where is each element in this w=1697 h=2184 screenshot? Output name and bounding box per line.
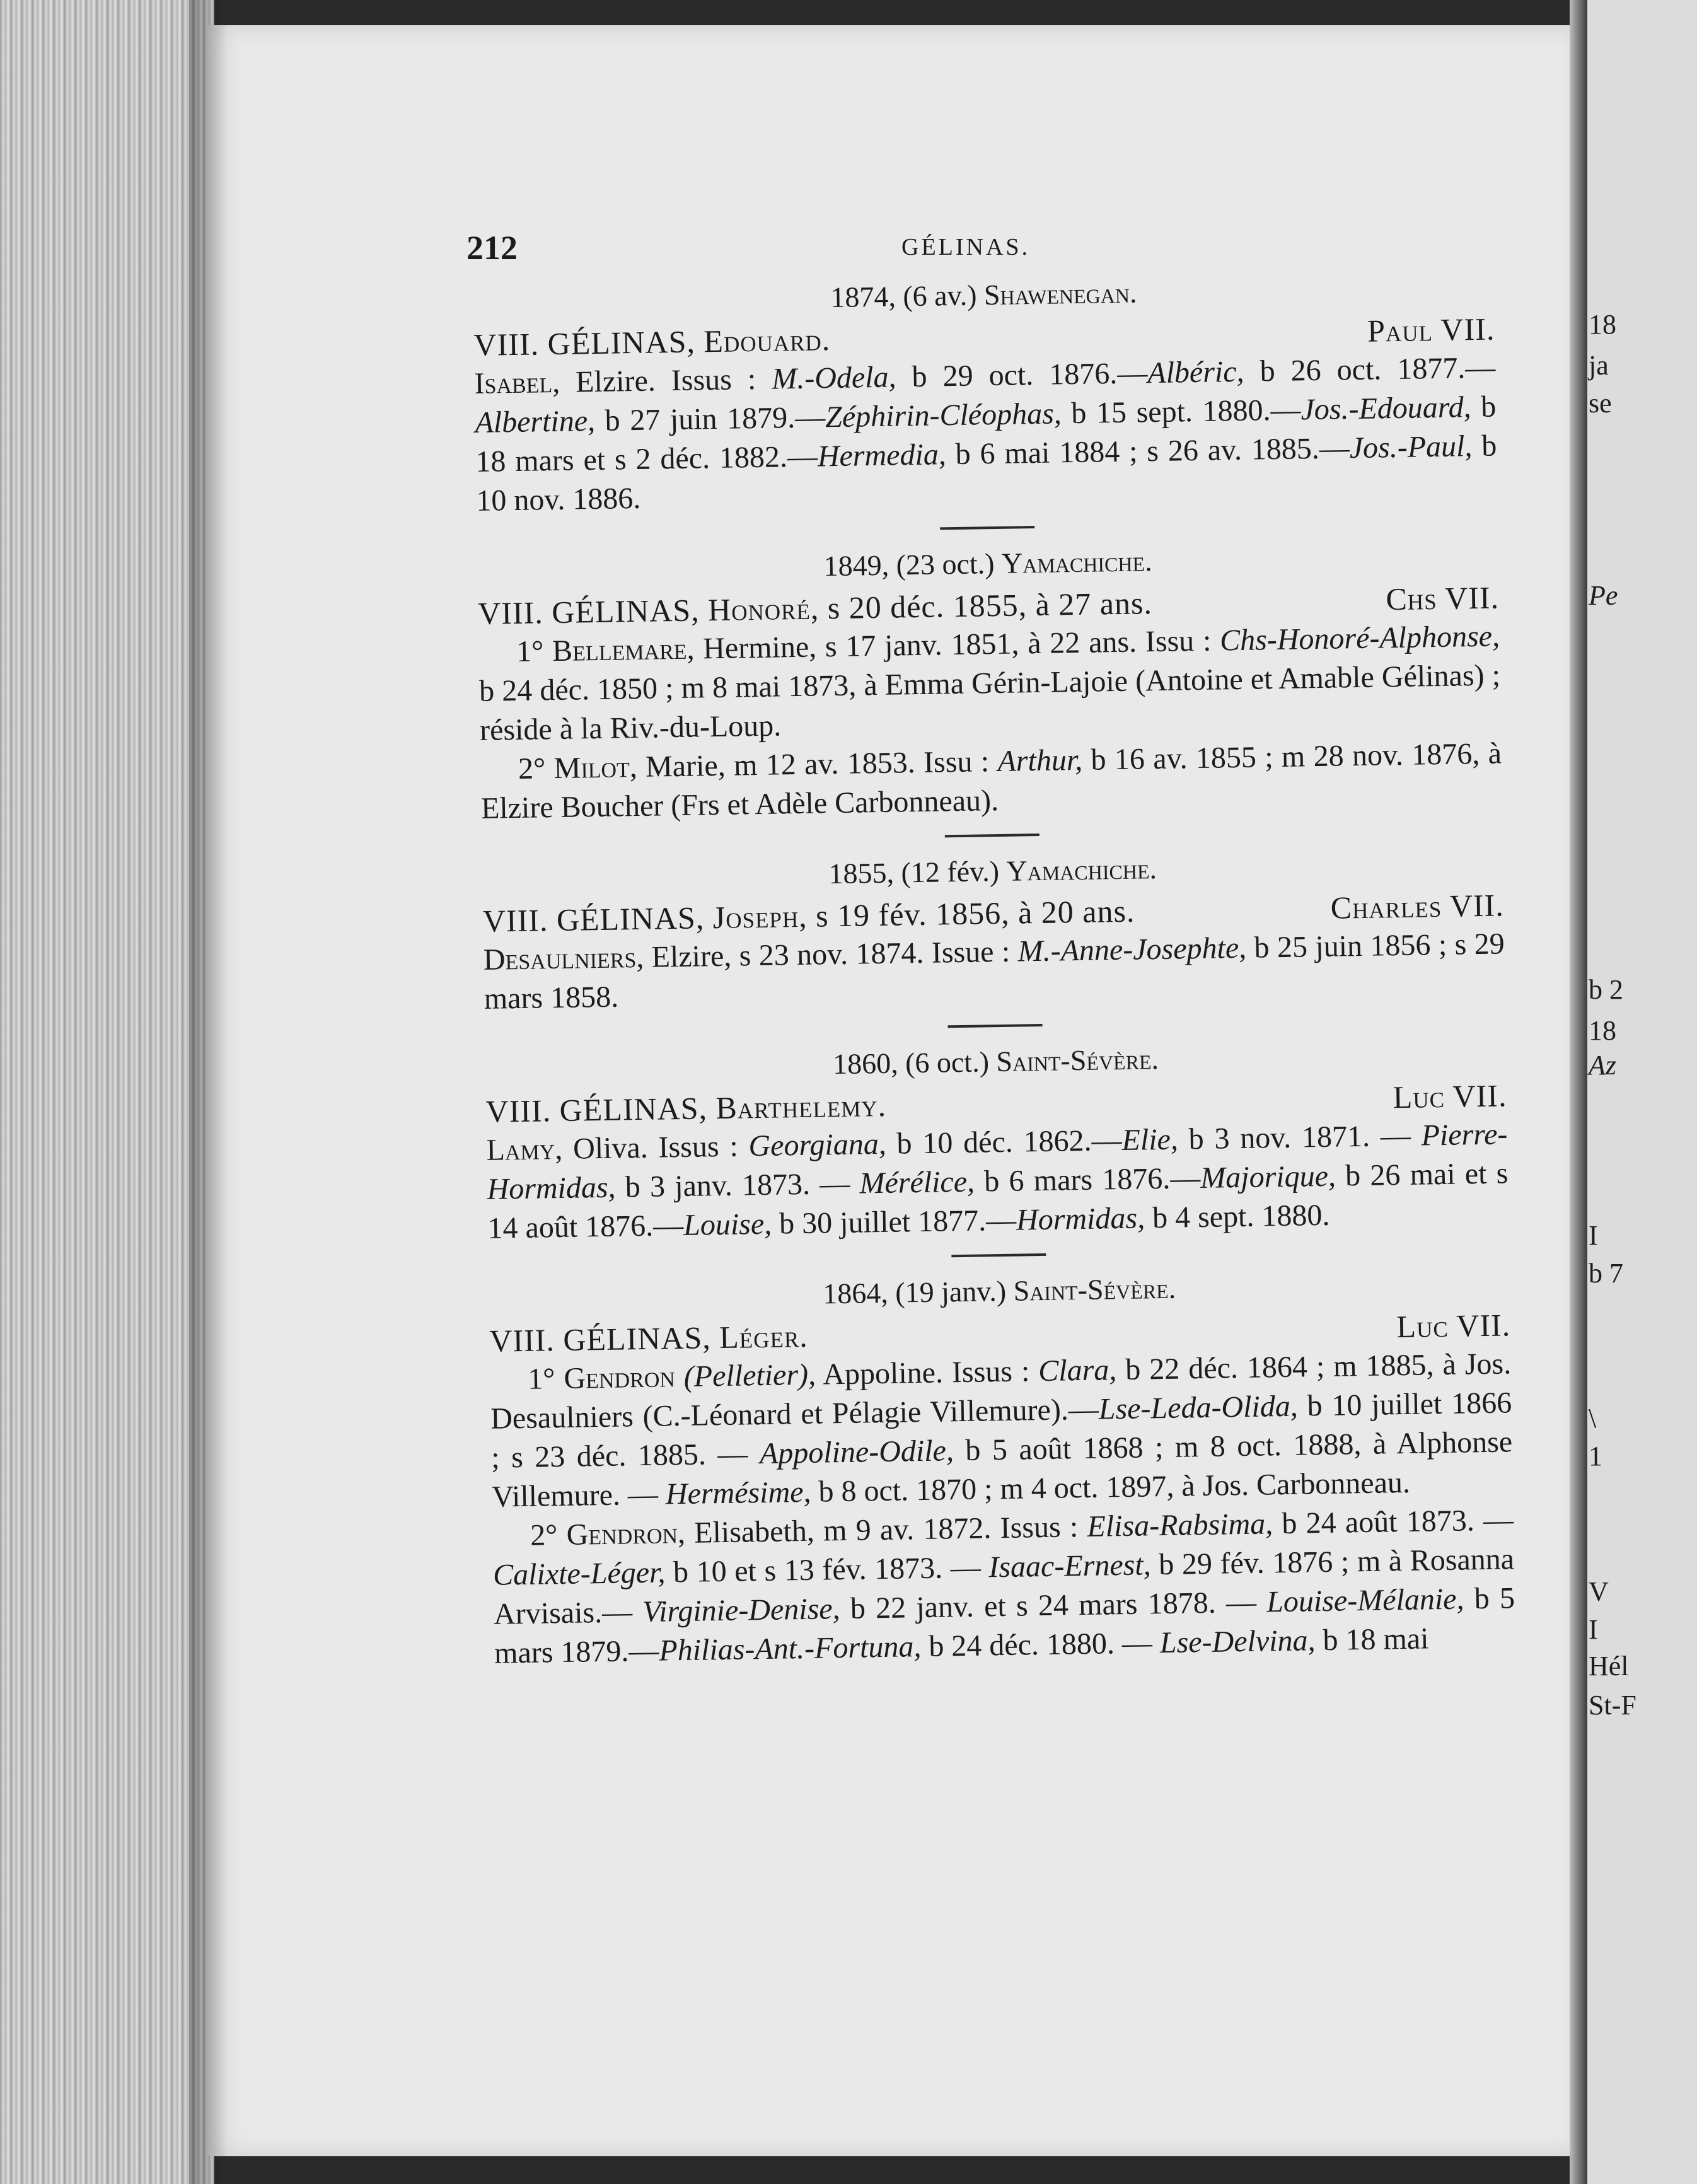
text-run: b 27 juin 1879.— — [594, 400, 826, 438]
person-name: VIII. GÉLINAS, — [489, 1320, 712, 1359]
marriage-date: 1849, (23 oct.) — [823, 547, 995, 583]
child-name: Lse-Leda-Olida, — [1098, 1389, 1299, 1426]
facing-fragment: Az — [1589, 1050, 1616, 1081]
person-name: VIII. GÉLINAS, — [477, 592, 700, 631]
child-name: M.-Anne-Josephte, — [1017, 931, 1247, 968]
child-name: Isaac-Ernest, — [988, 1548, 1152, 1584]
text-run: b 24 déc. 1850 ; m 8 mai 1873, à Emma Gérin-Lajoie (Antoine et Amable Gélinas) ; réside à la Riv.-du-Loup. — [478, 658, 1501, 747]
separator-rule — [948, 1024, 1043, 1028]
child-name: Zéphirin-Cléophas, — [825, 397, 1062, 434]
text-run: b 5 mars 1879.— — [494, 1581, 1515, 1670]
child-name: Lse-Delvina, — [1159, 1623, 1316, 1660]
spouse-details: Elzire, s 23 nov. 1874. Issue : — [651, 934, 1011, 974]
text-run: b 24 août 1873. — — [1272, 1503, 1514, 1541]
facing-fragment: 18 — [1589, 1015, 1616, 1046]
text-run: 2° — [518, 752, 555, 786]
person — [473, 320, 831, 364]
text-run: b 5 août 1868 ; m 8 oct. 1888, à Alphonse Villemure. — — [491, 1425, 1513, 1514]
text-run: Marie, m 12 av. 1853. Issu : — [637, 745, 998, 784]
genealogy-entry — [473, 268, 1498, 521]
person — [489, 1316, 808, 1361]
child-name: Calixte-Léger, — [492, 1555, 666, 1592]
text-run: 1° — [516, 634, 553, 668]
marriage-date: 1874, (6 av.) — [830, 279, 977, 314]
text-run: b 10 nov. 1886. — [475, 429, 1497, 518]
gutter-shadow — [189, 0, 227, 2184]
genealogy-entry — [482, 844, 1505, 1018]
marriage-date: 1855, (12 fév.) — [828, 855, 1000, 890]
child-name: Mérélice, — [859, 1165, 975, 1200]
facing-fragment: \ — [1589, 1403, 1597, 1434]
surname: Bellemare, — [552, 632, 695, 668]
text-run — [675, 1360, 684, 1393]
book-page-edges — [0, 0, 214, 2184]
facing-fragment: se — [1589, 388, 1612, 419]
text-run: b 26 oct. 1877.— — [1244, 351, 1496, 388]
child-name: Louise-Mélanie, — [1266, 1582, 1464, 1619]
child-name: Georgiana, — [748, 1127, 887, 1163]
facing-fragment: St-F — [1589, 1690, 1636, 1721]
genealogy-entries — [473, 268, 1515, 1673]
facing-fragment: I — [1589, 1614, 1598, 1645]
child-name: Elie, — [1121, 1122, 1179, 1157]
person-name: VIII. GÉLINAS, — [473, 323, 696, 363]
spouse-details: Oliva. Issus : — [572, 1129, 739, 1166]
facing-fragment: 18 — [1589, 309, 1616, 340]
facing-fragment: I — [1589, 1220, 1598, 1251]
child-name: Virginie-Denise, — [642, 1592, 840, 1629]
page-number: 212 — [466, 229, 518, 267]
facing-fragment: Hél — [1589, 1651, 1629, 1682]
genealogy-entry — [489, 1263, 1516, 1673]
text-run: b 4 sept. 1880. — [1144, 1198, 1330, 1235]
text-run: Appoline. Issus : — [815, 1354, 1039, 1391]
facing-fragment: Pe — [1589, 580, 1618, 611]
text-run: 2° — [530, 1518, 567, 1552]
spouse-surname: Lamy, — [486, 1132, 563, 1167]
text-run: b 15 sept. 1880.— — [1061, 393, 1301, 431]
text-run: Elisabeth, m 9 av. 1872. Issus : — [685, 1509, 1087, 1550]
text-run: b 3 janv. 1873. — — [615, 1166, 860, 1204]
facing-page — [1587, 0, 1697, 2184]
entry-paragraph — [483, 924, 1505, 1018]
child-name: Albertine, — [475, 404, 596, 439]
facing-fragment: ja — [1589, 350, 1609, 381]
text-run: b 30 juillet 1877.— — [771, 1203, 1017, 1241]
surname: Gendron, — [566, 1516, 686, 1552]
child-name: Appoline-Odile, — [759, 1434, 954, 1471]
given-name: Honoré, — [707, 590, 820, 628]
text-run: b 18 mai — [1315, 1622, 1429, 1658]
child-name: Louise, — [683, 1207, 772, 1242]
given-name: Léger. — [719, 1318, 809, 1356]
spouse-details: Elzire. Issus : — [575, 362, 756, 399]
separator-rule — [940, 526, 1034, 530]
father-ref: Chs VII. — [1385, 579, 1500, 617]
text-run: b 26 mai et s 14 août 1876.— — [487, 1156, 1509, 1245]
marriage-place: Saint-Sévère. — [996, 1043, 1159, 1078]
text-run: Hermine, s 17 janv. 1851, à 22 ans. Issu : — [694, 624, 1220, 666]
child-name: M.-Odela, — [771, 360, 896, 396]
text-run: b 16 av. 1855 ; m 28 nov. 1876, à Elzire Boucher (Frs et Adèle Carbonneau). — [480, 736, 1502, 825]
entry-paragraph — [490, 1344, 1514, 1516]
text-run: b 25 juin 1856 ; s 29 mars 1858. — [484, 927, 1505, 1016]
entry-paragraph — [492, 1501, 1516, 1673]
given-name: Edouard. — [703, 322, 831, 359]
person-details: s 20 déc. 1855, à 27 ans. — [818, 585, 1153, 626]
marriage-place: Yamachiche. — [1001, 545, 1152, 579]
text-run: b 22 déc. 1864 ; m 1885, à Jos. Desaulniers (C.-Léonard et Pélagie Villemure).— — [490, 1347, 1512, 1436]
facing-fragment: b 7 — [1589, 1258, 1623, 1289]
child-name: Jos.-Paul, — [1349, 429, 1473, 465]
given-name: Joseph, — [712, 898, 808, 936]
text-run: 1° — [527, 1361, 564, 1396]
entry-paragraph — [478, 617, 1502, 750]
child-name: Pierre-Hormidas, — [487, 1117, 1508, 1206]
marriage-date: 1864, (19 janv.) — [822, 1274, 1007, 1310]
marriage-date: 1860, (6 oct.) — [832, 1045, 990, 1081]
spouse-surname: Desaulniers, — [483, 940, 644, 977]
text-run: b 8 oct. 1870 ; m 4 oct. 1897, à Jos. Carbonneau. — [811, 1465, 1411, 1509]
spouse-surname: Isabel, — [474, 365, 560, 400]
person — [485, 1086, 886, 1131]
facing-fragment: b 2 — [1589, 974, 1623, 1005]
text-run: b 24 déc. 1880. — — [920, 1626, 1161, 1664]
text-run: b 10 et s 13 fév. 1873. — — [665, 1550, 989, 1589]
text-run: b 6 mai 1884 ; s 26 av. 1885.— — [946, 431, 1350, 472]
given-name: Barthelemy. — [715, 1087, 887, 1126]
father-ref: Paul VII. — [1367, 311, 1495, 349]
child-name: Majorique, — [1200, 1159, 1336, 1195]
facing-fragment: V — [1589, 1576, 1609, 1607]
genealogy-entry — [485, 1034, 1509, 1248]
child-name: Albéric, — [1147, 354, 1244, 390]
surname: Milot, — [553, 750, 638, 786]
child-name: Jos.-Edouard, — [1300, 390, 1472, 427]
text-run: b 10 juillet 1866 ; s 23 déc. 1885. — — [490, 1386, 1512, 1475]
genealogy-entry — [477, 537, 1503, 828]
book-gutter — [1570, 0, 1587, 2184]
child-name: Hormidas, — [1016, 1201, 1145, 1237]
marriage-place: Saint-Sévère. — [1013, 1272, 1176, 1307]
person-name: VIII. GÉLINAS, — [482, 900, 705, 939]
text-run: b 18 mars et s 2 déc. 1882.— — [475, 390, 1497, 479]
person-details: s 19 fév. 1856, à 20 ans. — [807, 893, 1135, 934]
child-name: Philias-Ant.-Fortuna, — [658, 1630, 922, 1668]
text-run: b 3 nov. 1871. — — [1178, 1118, 1422, 1156]
child-name: Hermésime, — [665, 1475, 811, 1511]
facing-fragment: 1 — [1589, 1441, 1602, 1472]
marriage-place: Shawenegan. — [983, 276, 1137, 311]
text-run: b 22 janv. et s 24 mars 1878. — — [840, 1585, 1267, 1626]
text-run: b 6 mars 1876.— — [974, 1161, 1201, 1199]
entry-paragraph — [480, 734, 1503, 828]
entry-paragraph — [474, 349, 1498, 521]
separator-rule — [945, 834, 1040, 837]
marriage-place: Yamachiche. — [1006, 852, 1157, 887]
entry-paragraph — [486, 1115, 1509, 1248]
running-title: GÉLINAS. — [901, 234, 1031, 260]
surname: Gendron — [564, 1360, 676, 1395]
child-name: Clara, — [1038, 1353, 1117, 1388]
person-name: VIII. GÉLINAS, — [485, 1090, 708, 1129]
separator-rule — [951, 1253, 1046, 1257]
child-name: Arthur, — [997, 743, 1083, 779]
child-name: (Pelletier), — [683, 1357, 816, 1393]
text-run: b 10 déc. 1862.— — [886, 1123, 1122, 1161]
child-name: Hermedia, — [817, 438, 947, 473]
text-run: b 29 oct. 1876.— — [896, 356, 1148, 394]
child-name: Elisa-Rabsima, — [1087, 1507, 1273, 1543]
child-name: Chs-Honoré-Alphonse, — [1219, 619, 1500, 658]
father-ref: Charles VII. — [1330, 887, 1505, 926]
text-run: b 29 fév. 1876 ; m à Rosanna Arvisais.— — [493, 1542, 1515, 1631]
father-ref: Luc VII. — [1396, 1307, 1511, 1345]
father-ref: Luc VII. — [1393, 1077, 1507, 1115]
